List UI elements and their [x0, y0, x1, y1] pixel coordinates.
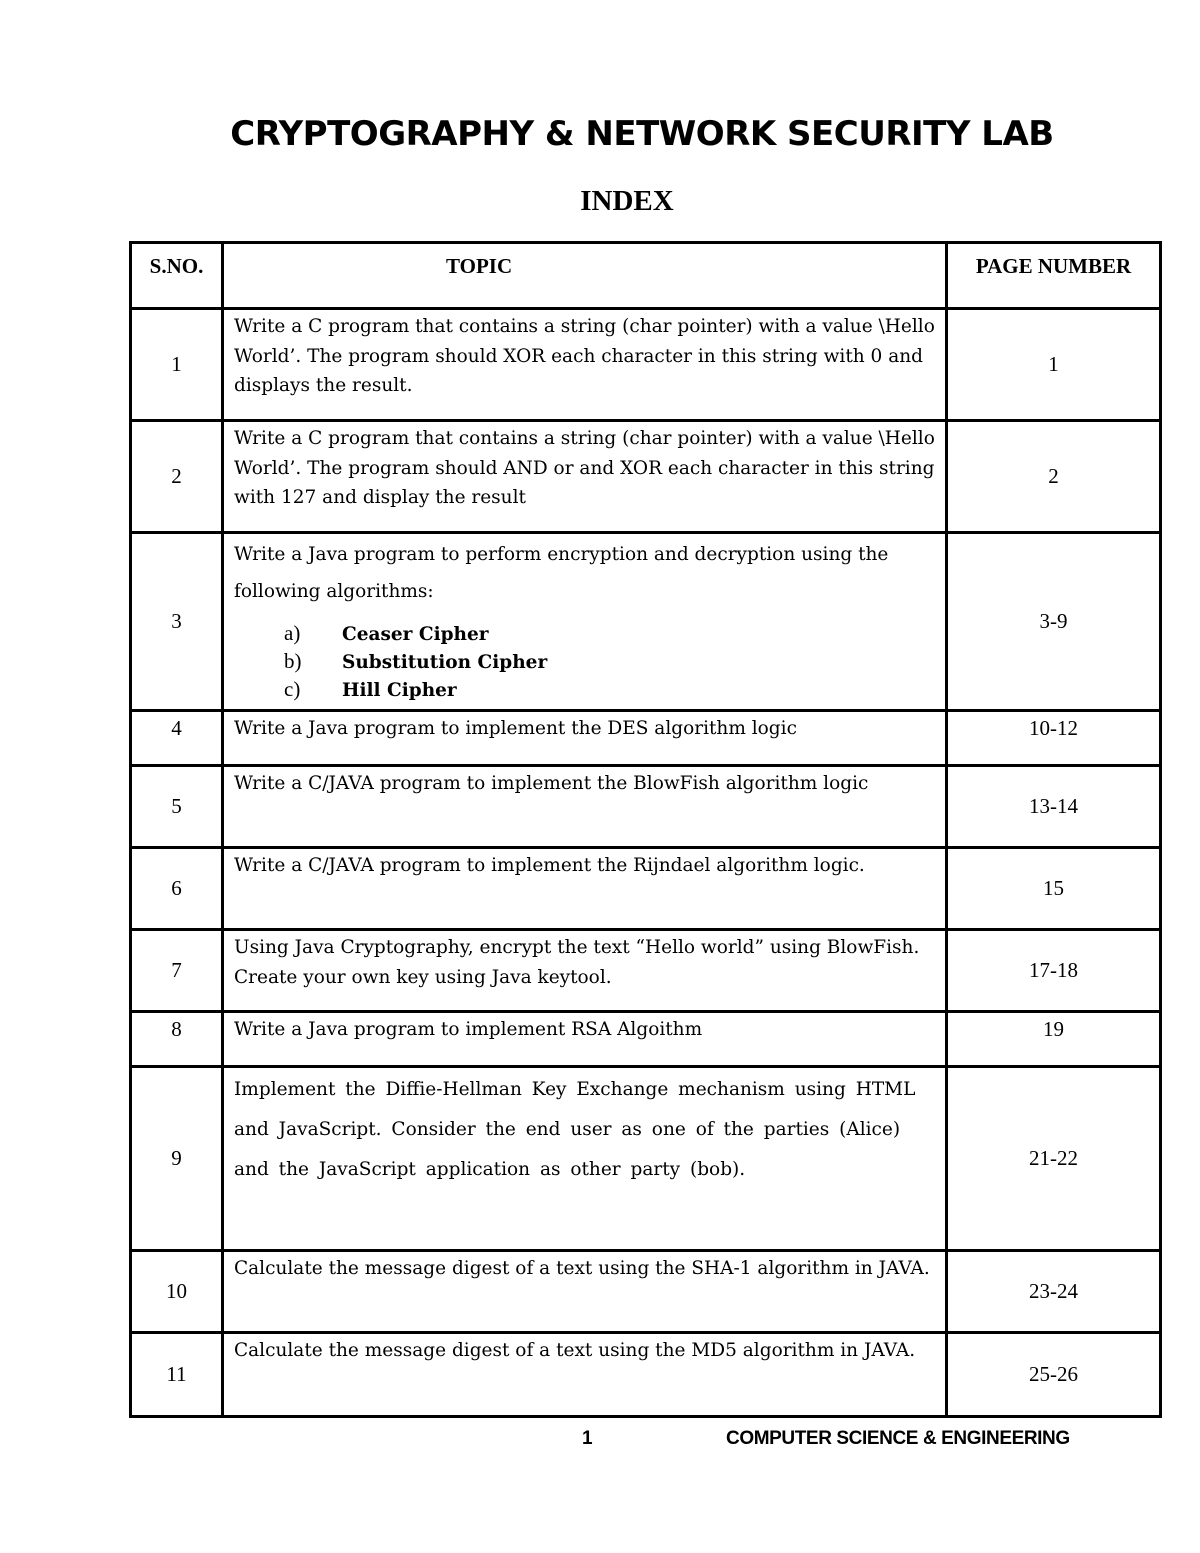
row-sno: 1 [131, 309, 223, 421]
table-header-row [131, 243, 1161, 309]
column-header-topic: TOPIC [223, 243, 947, 309]
row-topic [223, 1067, 947, 1251]
column-header-page-number: PAGE NUMBER [947, 243, 1161, 309]
document-title: CRYPTOGRAPHY & NETWORK SECURITY LAB [230, 114, 1054, 154]
list-item [284, 620, 935, 648]
row-page-number: 3-9 [947, 533, 1161, 711]
row-sno: 8 [131, 1012, 223, 1067]
row-topic-text: Write a Java program to implement RSA Algoithm [234, 1019, 703, 1040]
row-page-number: 21-22 [947, 1067, 1161, 1251]
list-label: Substitution Cipher [342, 652, 548, 673]
row-topic-text: Write a Java program to perform encryption and decryption using the following algorithms: [234, 544, 889, 602]
table-row [131, 1333, 1161, 1417]
row-topic-text: Calculate the message digest of a text using the SHA-1 algorithm in JAVA. [234, 1258, 930, 1279]
table-row [131, 848, 1161, 930]
list-item [284, 676, 935, 704]
table-row [131, 1067, 1161, 1251]
table-row [131, 533, 1161, 711]
row-topic [223, 1333, 947, 1417]
row-page-number: 15 [947, 848, 1161, 930]
row-page-number: 17-18 [947, 930, 1161, 1012]
table-row [131, 930, 1161, 1012]
table-row [131, 309, 1161, 421]
table-row [131, 1012, 1161, 1067]
list-item [284, 648, 935, 676]
row-page-number: 1 [947, 309, 1161, 421]
row-page-number: 25-26 [947, 1333, 1161, 1417]
row-topic [223, 930, 947, 1012]
row-topic [223, 533, 947, 711]
row-sno: 6 [131, 848, 223, 930]
table-row [131, 766, 1161, 848]
algorithm-list [234, 620, 935, 704]
row-page-number: 2 [947, 421, 1161, 533]
footer-page-number: 1 [582, 1428, 593, 1449]
list-marker: b) [284, 649, 302, 673]
row-topic [223, 848, 947, 930]
row-topic-text: Using Java Cryptography, encrypt the text “Hello world” using BlowFish. Create your own key using Java keytool. [234, 937, 920, 988]
row-topic [223, 309, 947, 421]
row-sno: 9 [131, 1067, 223, 1251]
list-marker: a) [284, 621, 301, 645]
row-sno: 4 [131, 711, 223, 766]
footer-department: COMPUTER SCIENCE & ENGINEERING [726, 1428, 1070, 1449]
row-topic [223, 1251, 947, 1333]
table-row [131, 421, 1161, 533]
row-topic [223, 1012, 947, 1067]
index-heading: INDEX [580, 185, 674, 217]
list-label: Hill Cipher [342, 680, 457, 701]
row-topic-text: Implement the Diffie-Hellman Key Exchange mechanism using HTML and JavaScript. Consider the end user as one of the parties (Alice) and the JavaScript application as other party (bob). [234, 1079, 916, 1180]
table-row [131, 1251, 1161, 1333]
row-topic [223, 766, 947, 848]
column-header-sno: S.NO. [131, 243, 223, 309]
row-page-number: 19 [947, 1012, 1161, 1067]
row-sno: 7 [131, 930, 223, 1012]
row-sno: 5 [131, 766, 223, 848]
row-topic-text: Calculate the message digest of a text using the MD5 algorithm in JAVA. [234, 1340, 916, 1361]
table-row [131, 711, 1161, 766]
row-topic-text: Write a C/JAVA program to implement the Rijndael algorithm logic. [234, 855, 865, 876]
row-topic [223, 421, 947, 533]
row-page-number: 10-12 [947, 711, 1161, 766]
row-topic-text: Write a C program that contains a string (char pointer) with a value \Hello World’. The program should XOR each character in this string with 0 and displays the result. [234, 316, 935, 396]
list-marker: c) [284, 677, 301, 701]
row-sno: 2 [131, 421, 223, 533]
row-page-number: 23-24 [947, 1251, 1161, 1333]
row-topic [223, 711, 947, 766]
row-sno: 11 [131, 1333, 223, 1417]
row-sno: 3 [131, 533, 223, 711]
row-topic-text: Write a C program that contains a string (char pointer) with a value \Hello World’. The program should AND or and XOR each character in this string with 127 and display the result [234, 428, 935, 508]
row-topic-text: Write a C/JAVA program to implement the BlowFish algorithm logic [234, 773, 869, 794]
row-topic-text: Write a Java program to implement the DES algorithm logic [234, 718, 797, 739]
row-page-number: 13-14 [947, 766, 1161, 848]
index-table [129, 241, 1162, 1418]
row-sno: 10 [131, 1251, 223, 1333]
list-label: Ceaser Cipher [342, 624, 489, 645]
